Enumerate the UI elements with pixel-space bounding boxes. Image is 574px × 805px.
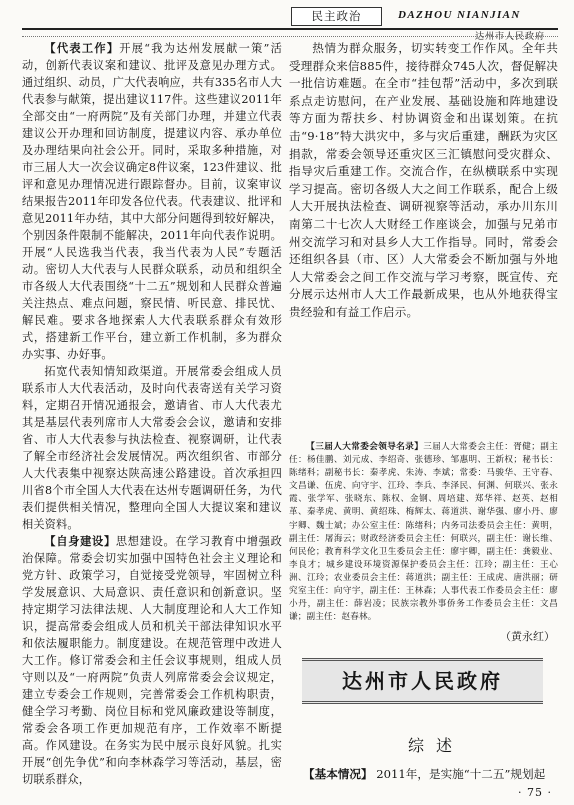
section-tag: 【 自身建设 】 bbox=[44, 534, 115, 548]
section-tag: 【 代表工作 】 bbox=[44, 41, 119, 55]
paragraph-leadership-roster bbox=[289, 441, 558, 624]
paragraph-text: 思想建设。在学习教育中增强政治保障。常委会切实加强中国特色社会主义理论和党方针、政策学习，自觉接受党领导，牢固树立科学发展意识、大局意识、责任意识和创新意识。坚持定期学习法律法规、人大制度理论和人大工作知识，提高常委会组成人员和机关干部法律知识水平和依法履职能力。制度建设。在规范管理中改进人大工作。修订常委会和主任会议事规则，组成人员守则以及“一府两院”负责人列席常委会会议规定，建立专委会工作规则，完善常委会工作机构职责，健全学习考勤、岗位目标和党风廉政建设等制度，常委会各项工作更加规范有序，工作效率不断提高。作风建设。在务实为民中展示良好风貌。扎实开展“创先争优”和向李林森学习等活动，基层，密切联系群众， bbox=[22, 535, 283, 786]
paragraph-information-channels: 拓宽代表知情知政渠道。开展常委会组成人员联系市人大代表活动，及时向代表寄送有关学习资料，定期召开情况通报会，邀请省、市人大代表尤其是基层代表列席市人大常委会会议，邀请和安排省、市人大代表参与执法检查、视察调研，让代表了解全市经济社会发展情况。两次组织省、市部分人大代表集中视察达陕高速公路建设。首次承担四川省8个市全国人大代表在达州专题调研任务，为代表们提供相关情况，整理向全国人大提议案和建议相关资料。 bbox=[22, 365, 282, 531]
paragraph-text: 开展“我为达州发展献一策”活动，创新代表议案和建议、批评及意见办理方式。通过组织、动员，广大代表响应，共有335名市人大代表参与献策，提出建议117件。这些建议2011年全部交由“一府两院”及有关部门办理，并建立代表建议公开办理和回访制度，提建议内容、承办单位及办理结果向社会公开。同时，采取多种措施，对市三届人大一次会议确定8件议案，123件建议、批评和意见办理情况进行跟踪督办。目前，议案审议结果报告2011年印发各位代表。代表建议、批评和意见2011年办结，其中大部分问题得到较好解决，个别因条件限制不能解决，2011年向代表作说明。开展“人民选我当代表，我当代表为人民”专题活动。密切人大代表与人民群众联系，动员和组织全市各级人大代表围绕“十二五”规划和人民群众普遍关注热点、难点问题，察民情、听民意、排民忧、解民难。要求各地探索人大代表联系群众有效形式，搭建新工作平台，建立新工作机制，多为群众办实事、办好事。 bbox=[22, 42, 282, 361]
right-column-roster bbox=[289, 441, 558, 626]
header-yearbook-title: DAZHOU NIANJIAN bbox=[398, 9, 521, 21]
paragraph-text: 三届人大常委会主任：胥健；副主任：杨佳鹏、刘元成、李绍奇、张德珍、邹惠明、王新权；秘书长：陈绪科；副秘书长：秦孝虎、朱涛、李斌；常委：马骏华、王守春、文昌谦、伍虎、向守宇、江玲、李兵、李泽民、何渊、何联兴、张永霞、张学军、张晓东、陈权、金钢、周培建、郑华祥、赵英、赵相革、秦孝虎、黄明、黄绍珠、梅辉太、蒋道洪、谢华强、廖小丹、廖宇卿、魏士斌；办公室主任：陈绪科；内务司法委员会主任：黄明，副主任：屠海云；财政经济委员会主任：何联兴，副主任：谢长维、何民伦；教育科学文化卫生委员会主任：廖宇卿，副主任：龚毅业、李良才；城乡建设环境资源保护委员会主任：江玲；副主任：王心洲、江玲；农业委员会主任：蒋道洪；副主任：王成虎、唐洪丽；研究室主任：向守宇，副主任：王林森；人事代表工作委员会主任：廖小丹，副主任：薛岩凌；民族宗教外事侨务工作委员会主任：文昌谦；副主任：赵春林。 bbox=[289, 442, 558, 623]
paragraph-continued: 热情为群众服务，切实转变工作作风。全年共受理群众来信885件，接待群众745人次，督促解决一批信访难题。在全市“挂包帮”活动中，多次到联系点走访慰问，在产业发展、基础设施和阵地建设等方面为帮扶乡、村协调资金和出谋划策。在抗击“9·18”特大洪灾中，多与灾后重建，酬跃为灾区捐款，常委会领导还重灾区三汇镇慰问受灾群众、指导灾后重建工作。交流合作，在纵横联系中实现学习提高。密切各级人大之间工作联系，配合上级人大开展执法检查、调研视察等活动，承办川东川南第二十七次人大财经工作座谈会，加强与兄弟市州交流学习和对县乡人大工作指导。同时，常委会还组织各县（市、区）人大常委会不断加强与外地人大常委会之间工作交流与学习考察，既宣传、充分展示达州市人大工作最新成果，也从外地获得宝贵经验和有益工作启示。 bbox=[289, 41, 558, 319]
right-column-top bbox=[289, 40, 558, 420]
section-tag: 【 基本情况 】 bbox=[303, 767, 373, 781]
editor-credit: （ 黄永红 ） bbox=[500, 628, 555, 644]
paragraph-representative-work bbox=[22, 40, 282, 363]
paragraph-basic-info bbox=[303, 766, 559, 783]
section-heading: 综述 bbox=[408, 736, 465, 755]
section-tag: 【 三届人大常委会领导名录 】 bbox=[306, 442, 423, 452]
page-number: · 75 · bbox=[518, 786, 552, 799]
header-dotted-rule bbox=[22, 36, 558, 37]
header-subtitle: 达州市人民政府 bbox=[475, 32, 546, 42]
chapter-banner: 达州市人民政府 bbox=[302, 658, 543, 704]
paragraph-text: 2011年，是实施“十二五”规划起 bbox=[376, 767, 546, 781]
left-column bbox=[22, 40, 282, 795]
paragraph-self-building bbox=[22, 533, 282, 788]
header-section-label: 民主政治 bbox=[291, 7, 382, 26]
